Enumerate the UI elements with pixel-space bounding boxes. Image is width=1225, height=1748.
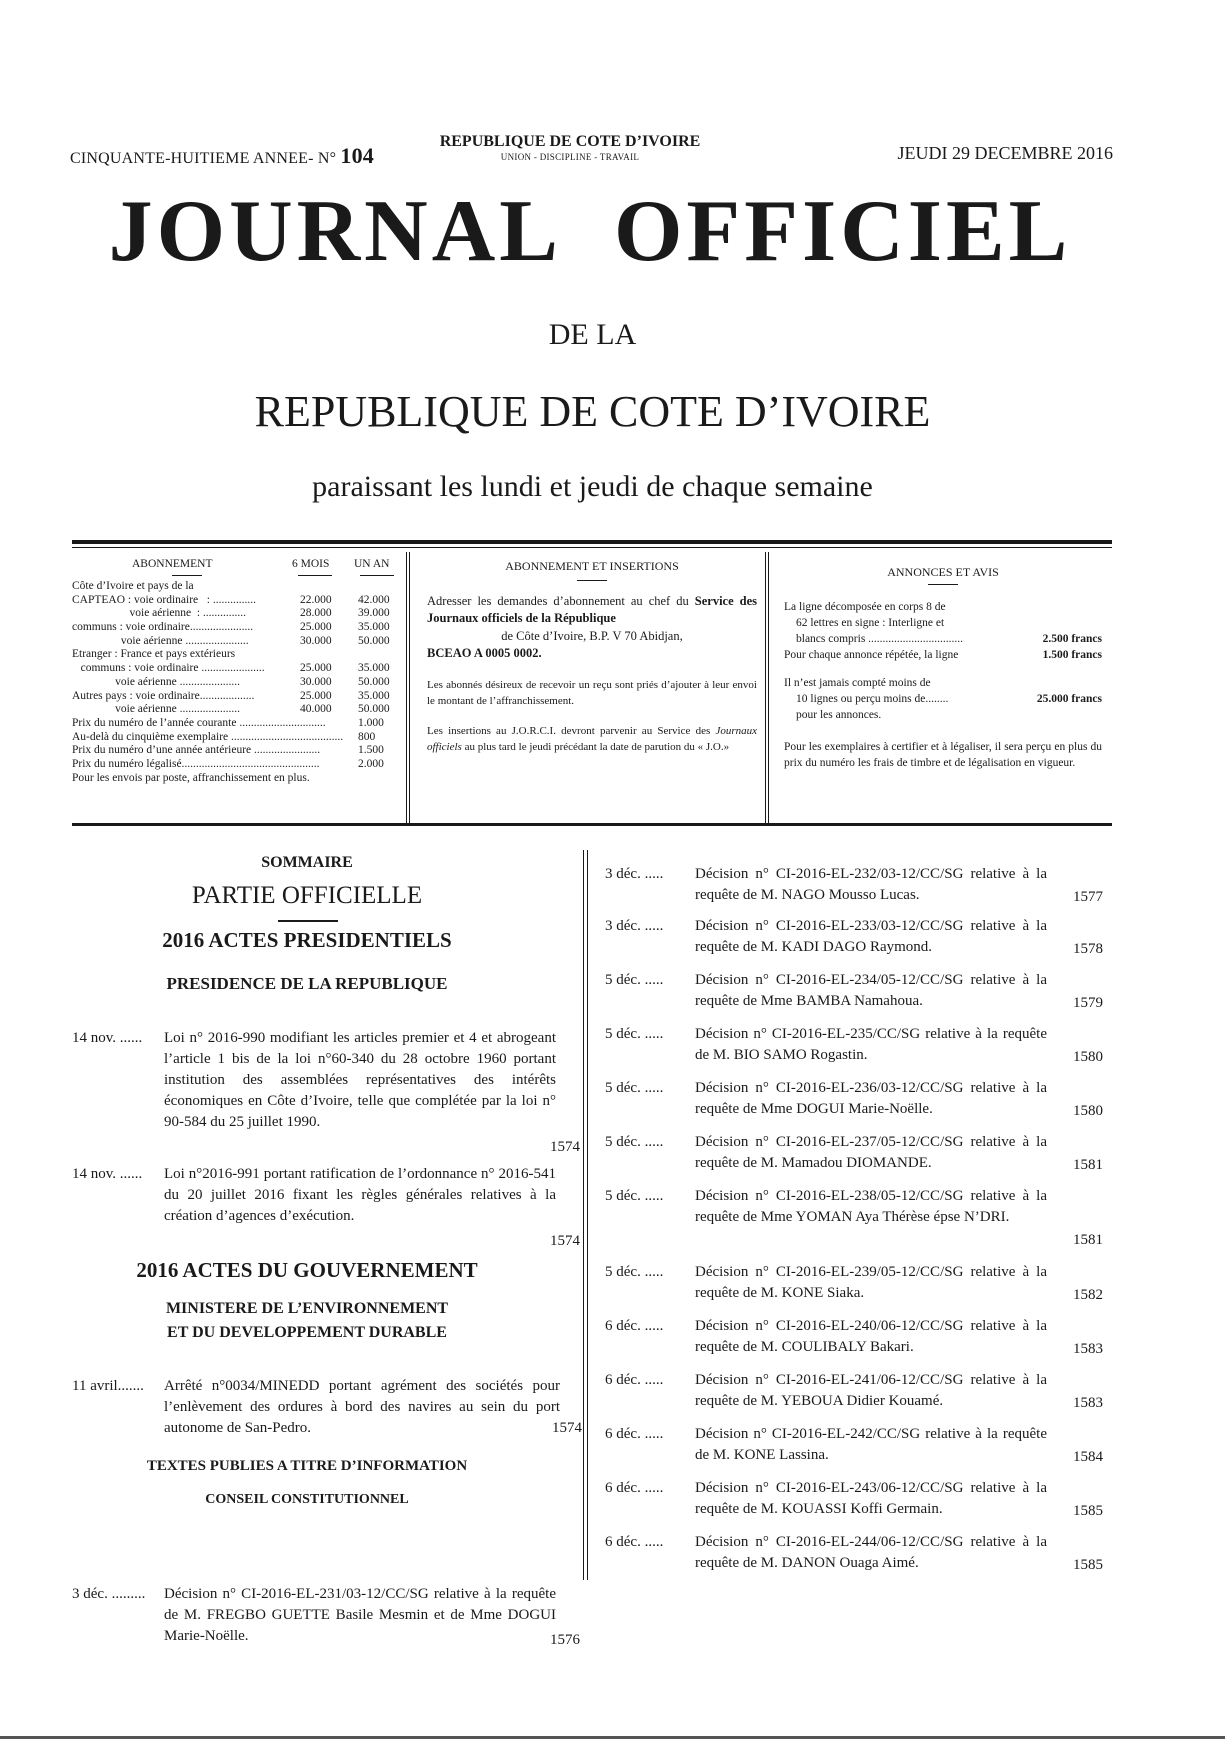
entry-text: Décision n° CI-2016-EL-244/06-12/CC/SG relative à la requête de M. DANON Ouaga Aimé.: [695, 1534, 1047, 1571]
abonnement-row: CAPTEAO : voie ordinaire : ............... 22.000 42.000: [72, 593, 390, 606]
entry-text: Décision n° CI-2016-EL-234/05-12/CC/SG relative à la requête de Mme BAMBA Namahoua.: [695, 972, 1047, 1009]
abonnement-row: voie aérienne : ............... 28.000 39.000: [72, 607, 390, 620]
abonnement-row: voie aérienne ..................... 40.000 50.000: [72, 703, 390, 716]
entry-date: 6 déc. .....: [605, 1372, 664, 1388]
sommaire-entry: [605, 1078, 1115, 1120]
entry-text: Décision n° CI-2016-EL-237/05-12/CC/SG relative à la requête de M. Mamadou DIOMANDE.: [695, 1134, 1047, 1171]
sommaire-entry: [605, 1186, 1115, 1249]
sommaire-entry: [605, 1424, 1115, 1466]
abonnement-row: voie aérienne ...................... 30.000 50.000: [72, 634, 390, 647]
sommaire-entry: [605, 1262, 1115, 1304]
entry-date: 5 déc. .....: [605, 1080, 664, 1096]
col-6mois: 6 MOIS: [292, 558, 330, 570]
entry-text: Décision n° CI-2016-EL-235/CC/SG relative à la requête de M. BIO SAMO Rogastin.: [695, 1026, 1047, 1063]
issue-number: 104: [340, 143, 374, 168]
entry-text: Décision n° CI-2016-EL-241/06-12/CC/SG relative à la requête de M. YEBOUA Didier Kouamé.: [695, 1372, 1047, 1409]
abonnement-row: Prix du numéro légalisé................................................ 2.000: [72, 757, 384, 770]
abonnement-row: Côte d’Ivoire et pays de la: [72, 580, 194, 592]
entry-page: 1581: [1073, 1232, 1103, 1248]
section-textes-publies: TEXTES PUBLIES A TITRE D’INFORMATION: [146, 1458, 468, 1474]
entry-page: 1574: [550, 1233, 580, 1249]
entry-date: 3 déc. .....: [605, 918, 664, 934]
sommaire-title: SOMMAIRE: [261, 854, 353, 871]
entry-page: 1576: [550, 1632, 580, 1648]
annonces-legalisation: Pour les exemplaires à certifier et à légaliser, il sera perçu en plus du prix du numéro les frais de timbre et de légalisation en vigueur.: [784, 741, 1102, 769]
entry-text: Décision n° CI-2016-EL-238/05-12/CC/SG relative à la requête de Mme YOMAN Aya Thérèse épse N’DRI.: [695, 1188, 1047, 1225]
entry-text: Décision n° CI-2016-EL-232/03-12/CC/SG relative à la requête de M. NAGO Mousso Lucas.: [695, 866, 1047, 903]
sommaire-entry: [605, 1132, 1115, 1174]
republic-header: [400, 133, 740, 162]
abonnement-row: Autres pays : voie ordinaire................... 25.000 35.000: [72, 689, 390, 702]
section-presidence: PRESIDENCE DE LA REPUBLIQUE: [166, 974, 448, 993]
abonnement-row: Etranger : France et pays extérieurs: [72, 648, 236, 661]
sommaire-entry: [72, 1028, 582, 1154]
insertions-deadline: Les insertions au J.O.R.C.I. devront parvenir au Service des Journaux officiels au plus tard le jeudi précédant la date de parution du « J.O.»: [427, 724, 757, 753]
column-separator: [583, 850, 588, 1580]
entry-date: 5 déc. .....: [605, 1134, 664, 1150]
page-bottom-edge: [0, 1736, 1225, 1739]
entry-text: Décision n° CI-2016-EL-240/06-12/CC/SG relative à la requête de M. COULIBALY Bakari.: [695, 1318, 1047, 1355]
entry-date: 3 déc. .........: [72, 1586, 146, 1602]
entry-text: Décision n° CI-2016-EL-231/03-12/CC/SG relative à la requête de M. FREGBO GUETTE Basile Mesmin et de Mme DOGUI Marie-Noëlle.: [164, 1586, 556, 1644]
entry-text: Décision n° CI-2016-EL-233/03-12/CC/SG relative à la requête de M. KADI DAGO Raymond.: [695, 918, 1047, 955]
title-word-journal: JOURNAL: [108, 183, 562, 280]
entry-date: 6 déc. .....: [605, 1426, 664, 1442]
entry-date: 5 déc. .....: [605, 1264, 664, 1280]
annonces-header: ANNONCES ET AVIS: [887, 565, 999, 579]
abonnement-row: communs : voie ordinaire...................... 25.000 35.000: [72, 621, 390, 634]
sommaire-entry: [72, 1376, 582, 1439]
entry-page: 1585: [1073, 1557, 1103, 1573]
abonnement-row: Au-delà du cinquième exemplaire ....................................... 800: [72, 730, 376, 743]
sommaire-entry: [605, 916, 1115, 958]
entry-date: 5 déc. .....: [605, 1188, 664, 1204]
entry-text: Loi n° 2016-990 modifiant les articles premier et 4 et abrogeant l’article 1 bis de la loi n°60-340 du 28 octobre 1960 portant institution des assemblées représentatives des intérêts économiques en Côte d’Ivoire, telle que complétée par la loi n° 90-584 du 25 juillet 1990.: [164, 1030, 556, 1130]
entry-date: 14 nov. ......: [72, 1030, 143, 1046]
entry-date: 6 déc. .....: [605, 1534, 664, 1550]
journal-title: [70, 183, 1110, 280]
abonnement-header: ABONNEMENT: [132, 558, 213, 570]
entry-page: 1577: [1073, 889, 1103, 905]
sommaire-entry: [72, 1164, 582, 1248]
sommaire-entry: [605, 970, 1115, 1012]
entry-date: 6 déc. .....: [605, 1318, 664, 1334]
abonnement-row: Pour les envois par poste, affranchissement en plus.: [72, 771, 310, 784]
annonces-column: ANNONCES ET AVIS La ligne décomposée en corps 8 de 62 lettres en signe : Interligne et blancs compris ................................. 2.500 francs Pour chaque annonce répétée, la ligne 1.500 francs Il n’est jamais compté moins de 10 lignes ou perçu moins de........ 25.000 francs pour les annonces. Pour les exemplaires à certifier et à légaliser, il sera perçu en plus du prix du numéro les frais de timbre et de légalisation en vigueur.: [784, 565, 1102, 769]
entry-date: 5 déc. .....: [605, 972, 664, 988]
entry-page: 1582: [1073, 1287, 1103, 1303]
section-actes-gouvernement: 2016 ACTES DU GOUVERNEMENT: [136, 1258, 478, 1282]
sommaire-entry: [605, 864, 1115, 906]
sommaire-entry: [605, 1532, 1115, 1574]
sommaire-entry: [605, 1316, 1115, 1358]
entry-page: 1585: [1073, 1503, 1103, 1519]
abonnement-table: [72, 558, 402, 785]
year-issue-line: [70, 143, 374, 169]
entry-text: Loi n°2016-991 portant ratification de l’ordonnance n° 2016-541 du 20 juillet 2016 fixant les règles générales relatives à la création d’agences d’exécution.: [164, 1166, 556, 1224]
entry-page: 1578: [1073, 941, 1103, 957]
entry-page: 1581: [1073, 1157, 1103, 1173]
abonnement-row: Prix du numéro de l’année courante .............................. 1.000: [72, 716, 384, 729]
entry-text: Décision n° CI-2016-EL-236/03-12/CC/SG relative à la requête de Mme DOGUI Marie-Noëlle.: [695, 1080, 1047, 1117]
entry-text: Arrêté n°0034/MINEDD portant agrément des sociétés pour l’enlèvement des ordures à bord des navires au sein du port autonome de San-Pedro.: [164, 1378, 560, 1436]
republic-name: REPUBLIQUE DE COTE D’IVOIRE: [439, 133, 701, 150]
abonnement-row: Prix du numéro d’une année antérieure ....................... 1.500: [72, 744, 384, 757]
entry-text: Décision n° CI-2016-EL-242/CC/SG relative à la requête de M. KONE Lassina.: [695, 1426, 1047, 1463]
abonnement-row: voie aérienne ..................... 30.000 50.000: [72, 675, 390, 688]
entry-page: 1583: [1073, 1341, 1103, 1357]
subscription-box: [72, 540, 1112, 826]
entry-text: Décision n° CI-2016-EL-239/05-12/CC/SG relative à la requête de M. KONE Siaka.: [695, 1264, 1047, 1301]
section-actes-presidentiels: 2016 ACTES PRESIDENTIELS: [162, 928, 452, 952]
section-ministere: MINISTERE DE L’ENVIRONNEMENT ET DU DEVELOPPEMENT DURABLE: [165, 1300, 449, 1341]
entry-date: 11 avril.......: [72, 1378, 144, 1394]
col-un-an: UN AN: [354, 558, 390, 570]
motto: UNION - DISCIPLINE - TRAVAIL: [500, 152, 640, 162]
entry-date: 14 nov. ......: [72, 1166, 143, 1182]
entry-page: 1574: [552, 1420, 582, 1436]
entry-text: Décision n° CI-2016-EL-243/06-12/CC/SG relative à la requête de M. KOUASSI Koffi Germain.: [695, 1480, 1047, 1517]
entry-page: 1580: [1073, 1103, 1103, 1119]
insertions-address: Adresser les demandes d’abonnement au chef du Service des Journaux officiels de la République de Côte d’Ivoire, B.P. V 70 Abidjan, BCEAO A 0005 0002.: [427, 593, 758, 660]
entry-page: 1580: [1073, 1049, 1103, 1065]
section-conseil: CONSEIL CONSTITUTIONNEL: [205, 1492, 409, 1507]
sommaire-entry: [605, 1478, 1115, 1520]
sommaire-entry: [605, 1370, 1115, 1412]
insertions-header: ABONNEMENT ET INSERTIONS: [505, 559, 679, 573]
entry-date: 6 déc. .....: [605, 1480, 664, 1496]
entry-page: 1579: [1073, 995, 1103, 1011]
sommaire-entry: [605, 1024, 1115, 1066]
year-label: CINQUANTE-HUITIEME ANNEE- N°: [70, 150, 337, 167]
de-la: DE LA: [548, 318, 637, 351]
entry-page: 1583: [1073, 1395, 1103, 1411]
issue-date: JEUDI 29 DECEMBRE 2016: [897, 143, 1113, 163]
entry-date: 3 déc. .....: [605, 866, 664, 882]
country-title: REPUBLIQUE DE COTE D’IVOIRE: [254, 387, 931, 436]
insertions-receipt: Les abonnés désireux de recevoir un reçu sont priés d’ajouter à leur envoi le montant de l’affranchissement.: [427, 678, 757, 707]
sommaire-entry: [72, 1584, 582, 1647]
abonnement-row: communs : voie ordinaire ...................... 25.000 35.000: [72, 662, 390, 675]
frequency-line: paraissant les lundi et jeudi de chaque semaine: [312, 470, 873, 503]
partie-officielle: PARTIE OFFICIELLE: [191, 882, 423, 909]
insertions-column: [427, 558, 757, 769]
title-word-officiel: OFFICIEL: [613, 183, 1072, 280]
entry-page: 1574: [550, 1139, 580, 1155]
entry-page: 1584: [1073, 1449, 1103, 1465]
entry-date: 5 déc. .....: [605, 1026, 664, 1042]
